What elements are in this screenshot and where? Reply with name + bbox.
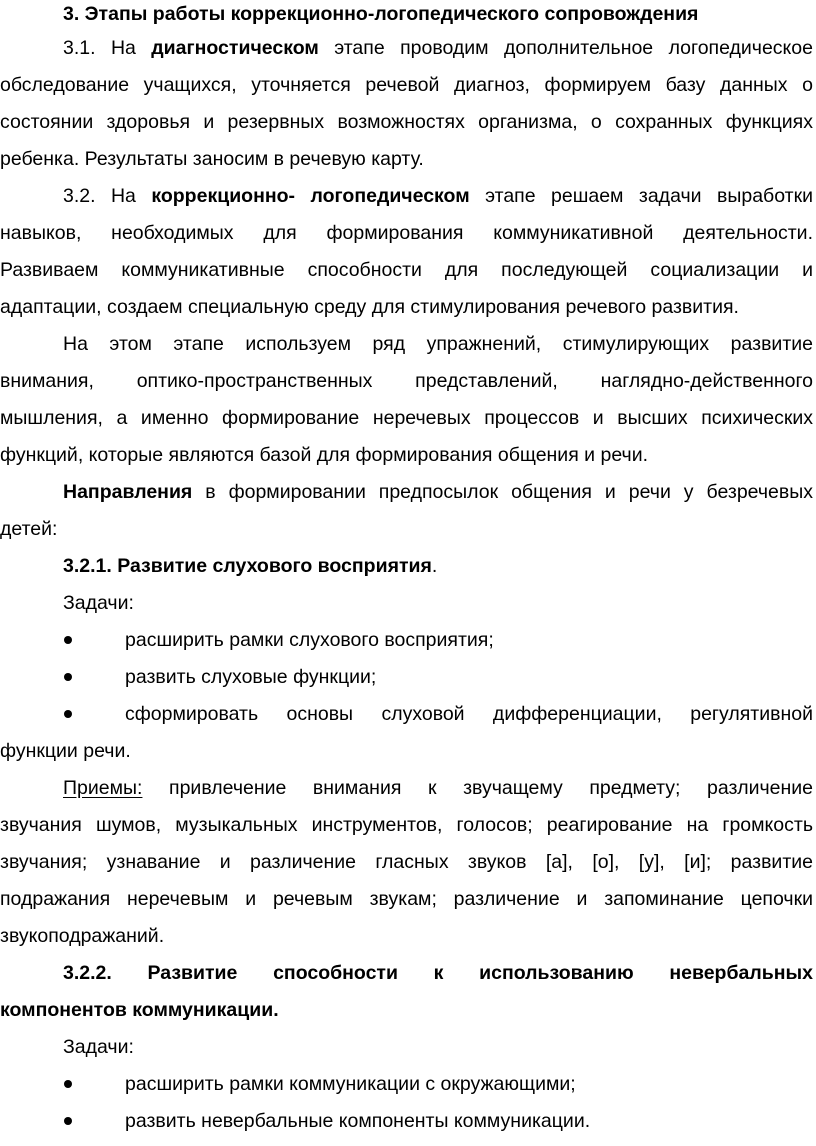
bullet-icon	[64, 673, 72, 681]
s321-bullet-3-continuation: функции речи.	[0, 740, 131, 762]
section-title: 3. Этапы работы коррекционно-логопедического сопровождения	[63, 3, 699, 25]
p3-line-1: На этом этапе используем ряд упражнений, стимулирующих развитие	[63, 333, 813, 355]
s32-line-3: Развиваем коммуникативные способности для последующей социализации и	[0, 259, 813, 281]
s322-heading-line-1: 3.2.2. Развитие способности к использованию невербальных	[63, 962, 813, 984]
list-item: сформировать основы слуховой дифференциации, регулятивной	[0, 696, 813, 733]
bullet-icon	[64, 636, 72, 644]
s321-heading: 3.2.1. Развитие слухового восприятия.	[63, 555, 438, 577]
s321-tasks-label: Задачи:	[63, 592, 134, 614]
list-item: развить невербальные компоненты коммуникации.	[0, 1103, 813, 1140]
s32-line-2: навыков, необходимых для формирования коммуникативной деятельности.	[0, 222, 813, 244]
list-item: расширить рамки слухового восприятия;	[0, 622, 813, 659]
s321-methods-line-1: Приемы: привлечение внимания к звучащему предмету; различение	[63, 777, 813, 799]
p3-line-2: внимания, оптико-пространственных представлений, наглядно-действенного	[0, 370, 813, 392]
directions-bold-term: Направления	[63, 481, 193, 503]
s31-line-1: 3.1. На диагностическом этапе проводим дополнительное логопедическое	[63, 37, 813, 59]
s31-line-3: состоянии здоровья и резервных возможностях организма, о сохранных функциях	[0, 111, 813, 133]
s32-bold-term: коррекционно- логопедическом	[151, 185, 470, 207]
s31-bold-term: диагностическом	[151, 37, 319, 59]
bullet-icon	[64, 1117, 72, 1125]
s31-line-4: ребенка. Результаты заносим в речевую карту.	[0, 148, 424, 170]
s322-tasks-label: Задачи:	[63, 1036, 134, 1058]
list-item: развить слуховые функции;	[0, 659, 813, 696]
s32-line-4: адаптации, создаем специальную среду для стимулирования речевого развития.	[0, 296, 739, 318]
p3-line-3: мышления, а именно формирование неречевых процессов и высших психических	[0, 407, 813, 429]
s321-methods-line-2: звучания шумов, музыкальных инструментов, голосов; реагирование на громкость	[0, 814, 813, 836]
p3-line-4: функций, которые являются базой для формирования общения и речи.	[0, 444, 649, 466]
s32-line-1: 3.2. На коррекционно- логопедическом этапе решаем задачи выработки	[63, 185, 813, 207]
s321-methods-line-3: звучания; узнавание и различение гласных звуков [а], [о], [у], [и]; развитие	[0, 851, 813, 873]
bullet-icon	[64, 1080, 72, 1088]
directions-line-2: детей:	[0, 518, 58, 540]
s322-heading-line-2: компонентов коммуникации.	[0, 999, 279, 1021]
bullet-icon	[64, 710, 72, 718]
methods-label: Приемы:	[63, 777, 143, 799]
s31-line-2: обследование учащихся, уточняется речевой диагноз, формируем базу данных о	[0, 74, 813, 96]
list-item: расширить рамки коммуникации с окружающими;	[0, 1066, 813, 1103]
s321-methods-line-4: подражания неречевым и речевым звукам; различение и запоминание цепочки	[0, 888, 813, 910]
directions-line-1: Направления в формировании предпосылок общения и речи у безречевых	[63, 481, 813, 503]
s321-methods-line-5: звукоподражаний.	[0, 925, 165, 947]
